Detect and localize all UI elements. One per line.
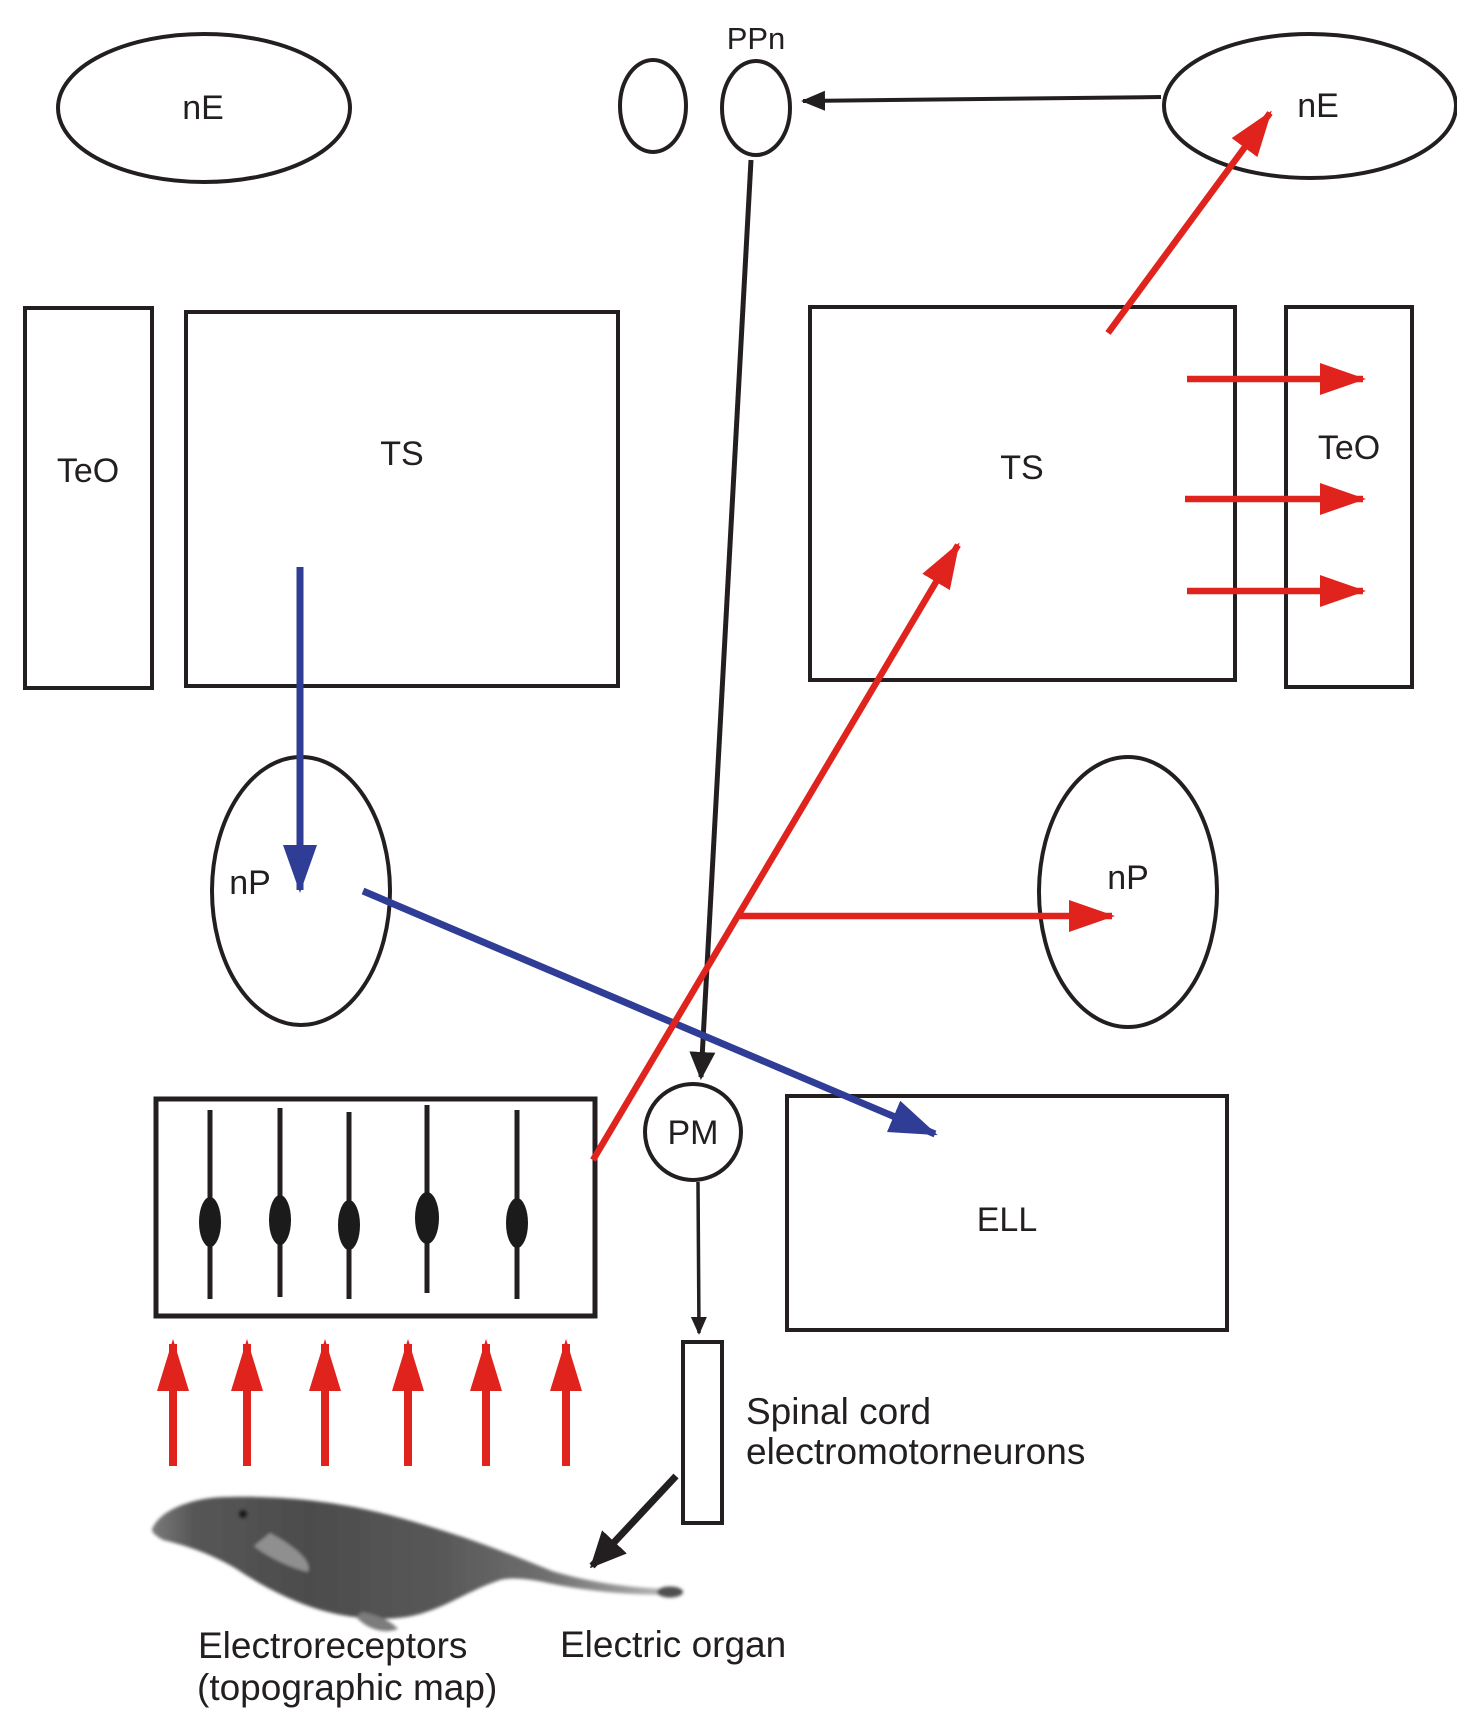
electric-organ-caption: Electric organ (560, 1624, 787, 1665)
fish-photo (152, 1497, 683, 1631)
ppn-sibling-node (620, 60, 686, 152)
fish-eye (239, 1510, 248, 1519)
ts-right-box (810, 307, 1235, 680)
teo-left-box (25, 308, 152, 688)
electroreceptor-unit (415, 1105, 439, 1293)
fish-tail-tip (657, 1587, 683, 1598)
spinal-cord-caption-line1: Spinal cord (746, 1391, 932, 1432)
np-left-label: nP (229, 864, 271, 902)
ts-right-label: TS (1000, 449, 1044, 487)
electroreceptor-unit (269, 1108, 291, 1297)
teo-right-label: TeO (1317, 429, 1381, 467)
ne-right-label: nE (1297, 87, 1339, 125)
electric-field-arrows (173, 1344, 566, 1466)
electroreceptors-caption-line2: (topographic map) (197, 1667, 498, 1708)
arrow-pm-to-spinal (698, 1182, 699, 1333)
electroreceptors-caption-line1: Electroreceptors (198, 1625, 468, 1666)
ne-left-label: nE (182, 89, 224, 127)
ts-left-box (186, 312, 618, 686)
arrow-ne-to-ppn (803, 97, 1161, 101)
electroreceptor-unit (199, 1110, 221, 1299)
electroreceptor-unit (338, 1112, 360, 1299)
arrow-spinal-to-electric-organ (592, 1476, 676, 1566)
ppn-label: PPn (726, 21, 786, 56)
ppn-node (722, 61, 790, 155)
ell-label: ELL (976, 1201, 1038, 1239)
np-right-label: nP (1107, 859, 1149, 897)
electroreceptor-box (156, 1099, 595, 1316)
teo-left-label: TeO (56, 452, 120, 490)
ts-left-label: TS (380, 435, 424, 473)
electroreceptor-units (199, 1105, 528, 1299)
spinal-cord-box (683, 1342, 722, 1523)
spinal-cord-caption-line2: electromotorneurons (746, 1431, 1086, 1472)
electroreceptor-unit (506, 1110, 528, 1299)
pm-label: PM (667, 1114, 719, 1152)
